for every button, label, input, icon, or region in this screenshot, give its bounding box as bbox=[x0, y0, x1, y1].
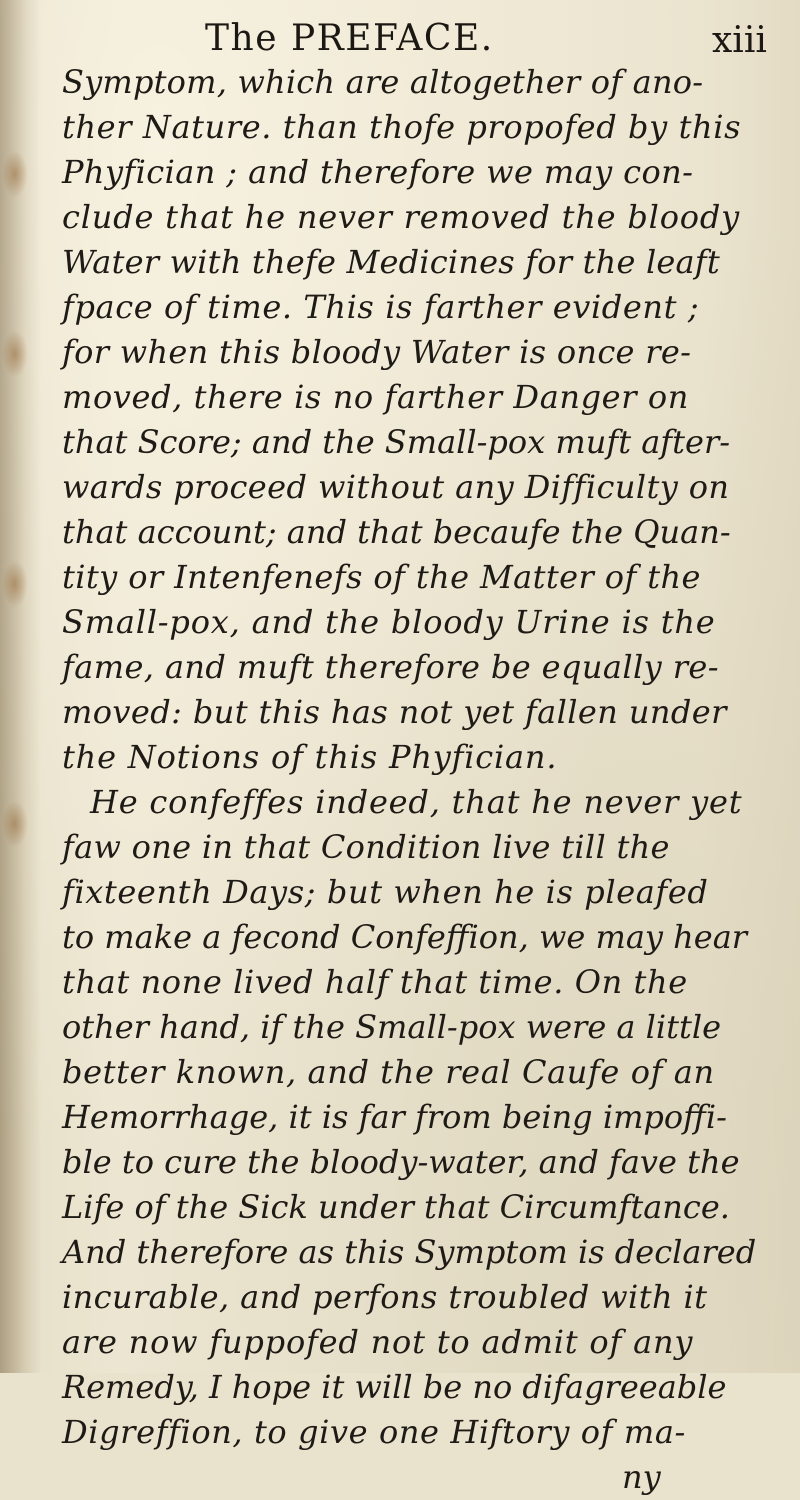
text-line: Remedy, I hope it will be no difagreeable bbox=[62, 1368, 727, 1406]
text-line: Phyfician ; and therefore we may con- bbox=[62, 153, 694, 191]
text-line: other hand, if the Small-pox were a little bbox=[62, 1008, 722, 1046]
text-line: that account; and that becaufe the Quan- bbox=[62, 513, 731, 551]
text-line: Hemorrhage, it is far from being impoffi- bbox=[62, 1098, 727, 1136]
text-line: fixteenth Days; but when he is pleafed bbox=[62, 873, 709, 911]
text-line: tity or Intenfenefs of the Matter of the bbox=[62, 558, 701, 596]
text-line: clude that he never removed the bloody bbox=[62, 198, 740, 236]
paper-stain bbox=[2, 800, 28, 848]
text-line: to make a fecond Confeffion, we may hear bbox=[62, 918, 748, 956]
text-line: moved, there is no farther Danger on bbox=[62, 378, 689, 416]
text-line: wards proceed without any Difficulty on bbox=[62, 468, 730, 506]
page-number: xiii bbox=[712, 20, 767, 61]
paper-stain bbox=[2, 150, 28, 198]
text-line: ther Nature. than thofe propofed by this bbox=[62, 108, 742, 146]
text-line: fame, and muft therefore be equally re- bbox=[62, 648, 719, 686]
page-header bbox=[0, 4, 800, 60]
running-head: The PREFACE. bbox=[205, 18, 494, 59]
text-line: ble to cure the bloody-water, and fave the bbox=[62, 1143, 740, 1181]
paper-stain bbox=[2, 330, 28, 378]
text-line: fpace of time. This is farther evident ; bbox=[62, 288, 700, 326]
text-line: for when this bloody Water is once re- bbox=[62, 333, 692, 371]
text-line: Digreffion, to give one Hiftory of ma- bbox=[62, 1413, 686, 1451]
text-line: Small-pox, and the bloody Urine is the bbox=[62, 603, 716, 641]
text-line: that none lived half that time. On the bbox=[62, 963, 688, 1001]
text-line: Symptom, which are altogether of ano- bbox=[62, 63, 704, 101]
text-line: Water with thefe Medicines for the leaft bbox=[62, 243, 720, 281]
text-line: ny bbox=[622, 1458, 661, 1496]
text-line: And therefore as this Symptom is declared bbox=[62, 1233, 757, 1271]
text-line: better known, and the real Caufe of an bbox=[62, 1053, 715, 1091]
text-line: incurable, and perfons troubled with it bbox=[62, 1278, 708, 1316]
text-line: Life of the Sick under that Circumftance. bbox=[62, 1188, 730, 1226]
body-text bbox=[62, 60, 782, 1500]
text-line: He confeffes indeed, that he never yet bbox=[90, 783, 743, 821]
page-gutter-shadow bbox=[0, 0, 42, 1373]
text-line: the Notions of this Phyfician. bbox=[62, 738, 558, 776]
paper-stain bbox=[2, 560, 28, 608]
text-line: are now fuppofed not to admit of any bbox=[62, 1323, 694, 1361]
text-line: faw one in that Condition live till the bbox=[62, 828, 670, 866]
text-line: that Score; and the Small-pox muft after- bbox=[62, 423, 731, 461]
text-line: moved: but this has not yet fallen under bbox=[62, 693, 727, 731]
